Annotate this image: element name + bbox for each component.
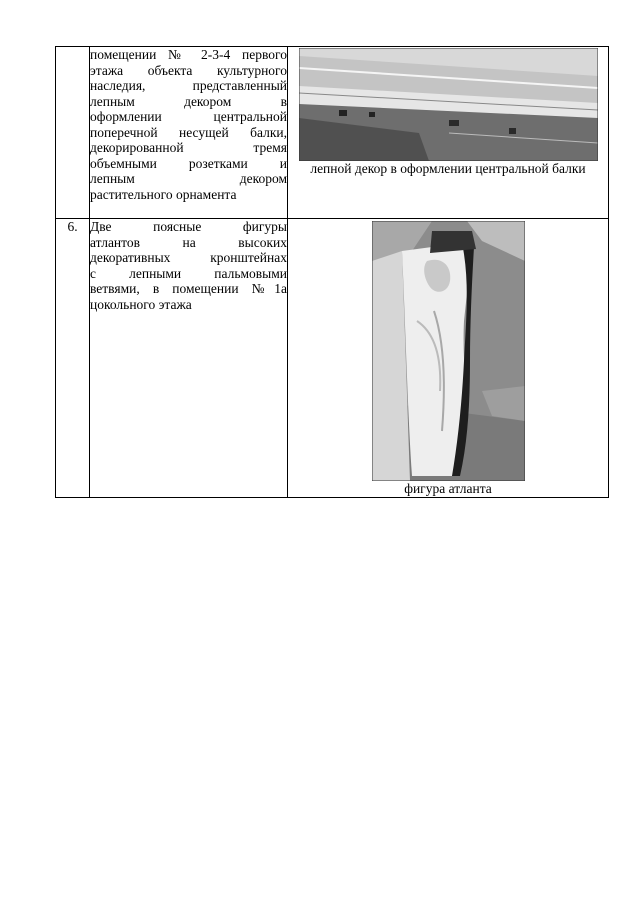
description-line: помещении № 2-3-4 первого xyxy=(90,47,287,62)
photo-caption: лепной декор в оформлении центральной балки xyxy=(310,161,586,176)
beam-decor-photo xyxy=(299,48,598,161)
table-row xyxy=(56,219,609,498)
description-line: декорированной тремя xyxy=(90,140,287,155)
photo-cell xyxy=(288,219,609,498)
description-line: поперечной несущей балки, xyxy=(90,124,287,140)
photo-cell xyxy=(288,47,609,219)
description-line: декоративных кронштейнах xyxy=(90,250,287,265)
description-line: с лепными пальмовыми xyxy=(90,265,287,281)
heritage-table xyxy=(55,46,609,498)
description-line: этажа объекта культурного xyxy=(90,62,287,78)
row-description xyxy=(90,219,288,498)
description-line: лепным декором в xyxy=(90,93,287,109)
row-number: 6. xyxy=(56,219,90,498)
description-line: атлантов на высоких xyxy=(90,234,287,250)
description-line: Две поясные фигуры xyxy=(90,219,287,234)
description-line: растительного орнамента xyxy=(90,186,237,202)
description-line: оформлении центральной xyxy=(90,109,287,124)
description-line: цокольного этажа xyxy=(90,296,192,312)
description-line: ветвями, в помещении №1а xyxy=(90,281,287,296)
description-line: объемными розетками и xyxy=(90,155,287,171)
atlas-figure-photo xyxy=(372,221,525,481)
description-line: наследия, представленный xyxy=(90,78,287,93)
description-line: лепным декором xyxy=(90,171,287,186)
row-number xyxy=(56,47,90,219)
table-row xyxy=(56,47,609,219)
photo-caption: фигура атланта xyxy=(404,481,492,496)
row-description xyxy=(90,47,288,219)
